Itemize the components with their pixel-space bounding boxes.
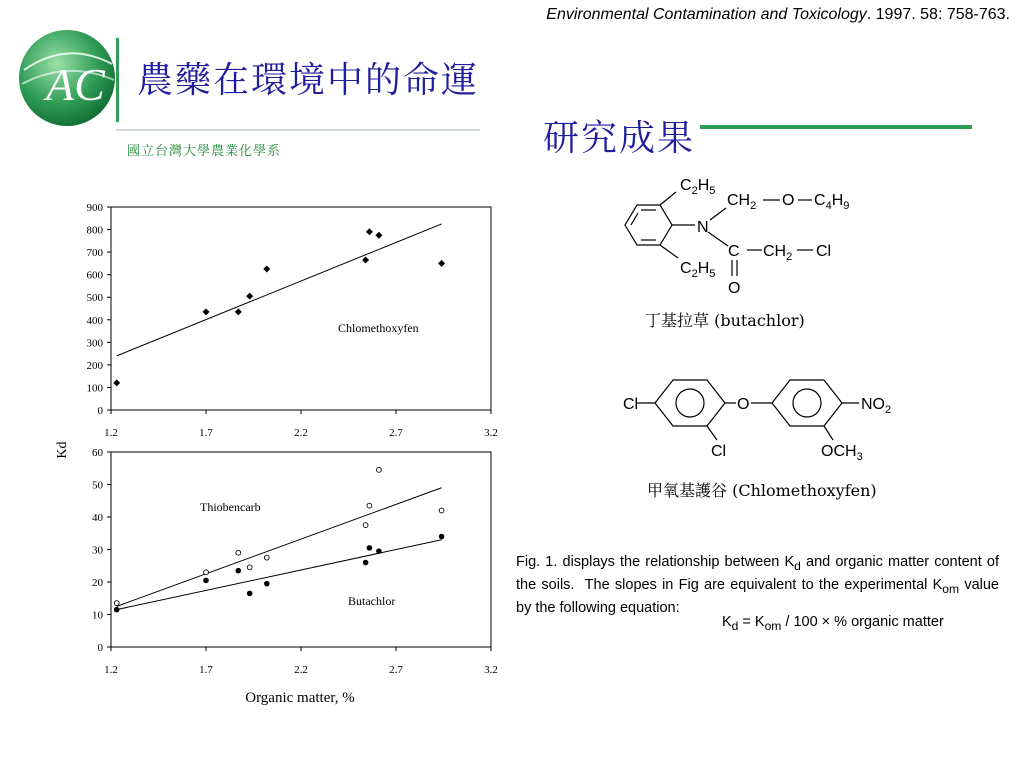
data-point-thiobencarb xyxy=(363,523,368,528)
chem-text: N xyxy=(697,219,709,236)
title-vertical-bar xyxy=(116,38,119,122)
data-point-butachlor xyxy=(236,568,242,574)
y-tick-label: 0 xyxy=(97,405,103,417)
y-axis-label: Kd xyxy=(55,441,70,459)
y-tick-label: 300 xyxy=(86,337,103,350)
data-point-thiobencarb xyxy=(367,503,372,508)
chem-text: $CH_2$ xyxy=(727,192,757,212)
y-tick-label: 40 xyxy=(92,512,103,524)
data-point-thiobencarb xyxy=(264,555,269,560)
chlomethoxyfen-label: 甲氧基護谷 (Chlomethoxyfen) xyxy=(647,481,877,500)
data-point-chlomethoxyfen xyxy=(375,232,382,239)
y-tick-label: 30 xyxy=(92,544,103,557)
y-tick-label: 200 xyxy=(86,359,103,372)
y-tick-label: 400 xyxy=(86,314,103,327)
data-point-butachlor xyxy=(247,591,253,597)
data-point-butachlor xyxy=(376,548,382,554)
butachlor-structure xyxy=(600,170,880,305)
logo xyxy=(19,30,115,126)
data-point-chlomethoxyfen xyxy=(263,266,270,273)
chem-text: $C_2H_5$ xyxy=(680,177,716,197)
kd-charts xyxy=(40,190,520,720)
chem-text: C xyxy=(728,243,740,260)
data-point-chlomethoxyfen xyxy=(366,228,373,235)
data-point-thiobencarb xyxy=(439,508,444,513)
data-point-thiobencarb xyxy=(377,467,382,472)
data-point-chlomethoxyfen xyxy=(362,257,369,264)
x-tick-label: 3.2 xyxy=(484,427,498,439)
chem-text: $OCH_3$ xyxy=(821,443,863,463)
data-point-butachlor xyxy=(264,581,270,587)
data-point-butachlor xyxy=(203,578,209,584)
butachlor-label: 丁基拉草 (butachlor) xyxy=(645,311,805,330)
journal-name: Environmental Contamination and Toxicology xyxy=(546,6,867,23)
data-point-thiobencarb xyxy=(247,565,252,570)
chlomethoxyfen-structure xyxy=(615,370,895,470)
fit-line-thiobencarb xyxy=(117,488,442,607)
y-tick-label: 600 xyxy=(86,269,103,282)
logo-text: AC xyxy=(46,59,105,110)
page-subtitle: 研究成果 xyxy=(543,118,696,159)
y-tick-label: 100 xyxy=(86,382,103,395)
data-point-butachlor xyxy=(367,545,373,551)
data-point-chlomethoxyfen xyxy=(203,308,210,315)
annotation-chlomethoxyfen: Chlomethoxyfen xyxy=(338,321,419,335)
chart-top-frame xyxy=(111,207,491,410)
x-tick-label: 1.2 xyxy=(104,427,118,439)
data-point-thiobencarb xyxy=(114,601,119,606)
chart-bottom xyxy=(92,447,498,676)
y-tick-label: 500 xyxy=(86,292,103,305)
page-title: 農藥在環境中的命運 xyxy=(137,60,480,101)
chem-text: O xyxy=(728,280,741,297)
chem-text: O xyxy=(782,192,795,209)
data-point-chlomethoxyfen xyxy=(246,293,253,300)
chem-text: Cl xyxy=(816,243,832,260)
chart-top xyxy=(87,202,498,439)
y-tick-label: 800 xyxy=(86,224,103,237)
x-tick-label: 2.2 xyxy=(294,664,308,676)
x-tick-label: 1.7 xyxy=(199,427,213,439)
y-tick-label: 0 xyxy=(97,642,103,654)
figure-caption: Fig. 1. displays the relationship between $K_d$ and organic matter content of the soils. The slopes in Fig are equivalent to the experimental $K_{om}$ value by the following equation: xyxy=(516,554,999,616)
x-tick-label: 2.2 xyxy=(294,427,308,439)
chem-text: $CH_2$ xyxy=(763,243,793,263)
fit-line-chlomethoxyfen xyxy=(117,224,442,356)
chem-text: $NO_2$ xyxy=(861,396,892,416)
kd-equation: $K_d = K_{om} / 100$ × % organic matter xyxy=(722,614,944,633)
x-tick-label: 1.7 xyxy=(199,664,213,676)
data-point-chlomethoxyfen xyxy=(438,260,445,267)
data-point-chlomethoxyfen xyxy=(235,308,242,315)
data-point-butachlor xyxy=(439,534,445,540)
y-tick-label: 700 xyxy=(86,247,103,260)
annotation-thiobencarb: Thiobencarb xyxy=(200,500,261,514)
y-tick-label: 50 xyxy=(92,479,103,492)
chem-text: Cl xyxy=(623,396,639,413)
y-tick-label: 60 xyxy=(92,447,103,459)
data-point-chlomethoxyfen xyxy=(113,379,120,386)
y-tick-label: 10 xyxy=(92,609,103,622)
data-point-thiobencarb xyxy=(236,550,241,555)
chem-text: $C_4H_9$ xyxy=(814,192,850,212)
x-tick-label: 1.2 xyxy=(104,664,118,676)
x-tick-label: 2.7 xyxy=(389,664,403,676)
x-axis-label: Organic matter, % xyxy=(245,690,355,706)
annotation-butachlor: Butachlor xyxy=(348,594,396,608)
x-tick-label: 2.7 xyxy=(389,427,403,439)
x-tick-label: 3.2 xyxy=(484,664,498,676)
y-tick-label: 900 xyxy=(86,202,103,214)
data-point-butachlor xyxy=(363,560,369,566)
data-point-thiobencarb xyxy=(204,570,209,575)
chem-text: O xyxy=(737,396,750,413)
chem-text: Cl xyxy=(711,443,727,460)
chem-text: $C_2H_5$ xyxy=(680,260,716,280)
y-tick-label: 20 xyxy=(92,577,103,589)
data-point-butachlor xyxy=(114,607,120,613)
citation-details: . 1997. 58: 758-763. xyxy=(866,6,1010,23)
department-name: 國立台灣大學農業化學系 xyxy=(127,144,282,159)
chart-bottom-frame xyxy=(111,452,491,647)
